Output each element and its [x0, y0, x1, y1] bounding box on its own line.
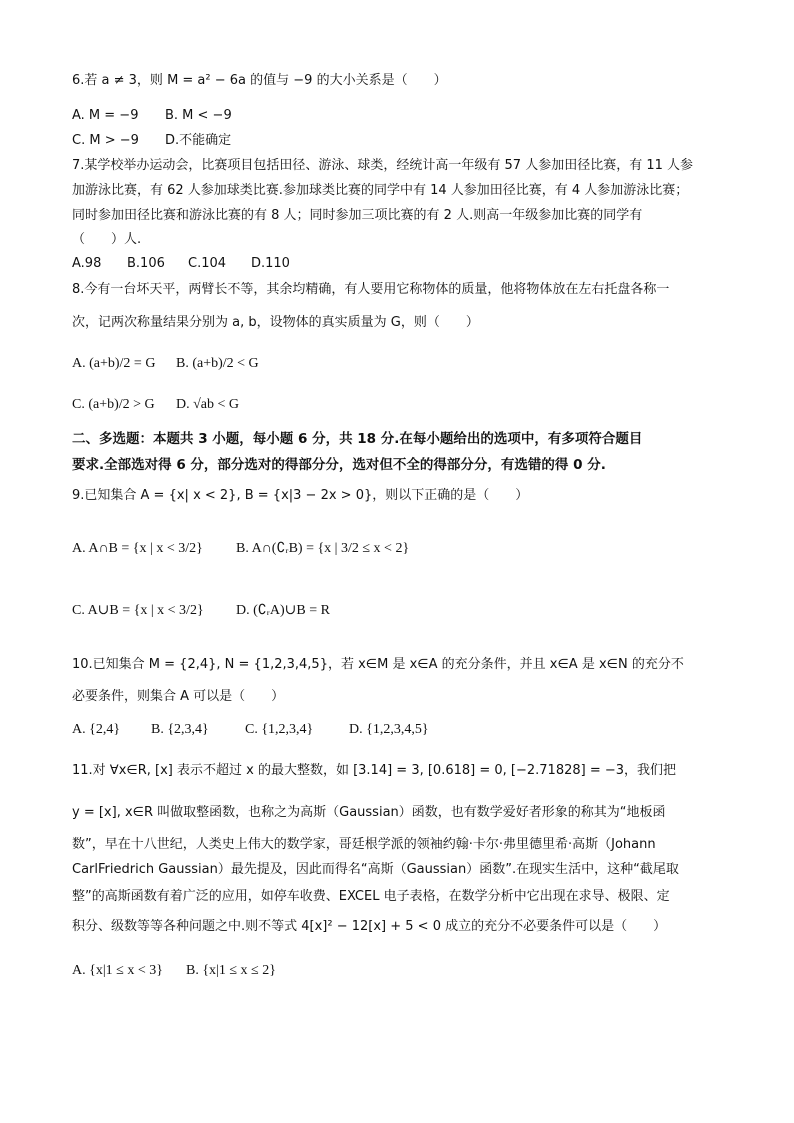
q6-option-d: D.不能确定 [165, 133, 232, 148]
q11-stem-line: CarlFriedrich Gaussian）最先提及，因此而得名“高斯（Gaussian）函数”.在现实生活中，这种“截尾取 [72, 862, 679, 877]
q11-option-a: A. {x|1 ≤ x < 3} [72, 963, 163, 978]
q10-option-a: A. {2,4} [72, 722, 121, 737]
q9-option-c: C. A∪B = {x | x < 3/2} [72, 603, 204, 618]
q7-stem-line: 7.某学校举办运动会，比赛项目包括田径、游泳、球类，经统计高一年级有 57 人参加田径比赛，有 11 人参 [72, 158, 694, 173]
q9-option-a: A. A∩B = {x | x < 3/2} [72, 541, 203, 556]
q11-stem-line: y = [x], x∈R 叫做取整函数，也称之为高斯（Gaussian）函数，也有数学爱好者形象的称其为“地板函 [72, 805, 666, 820]
q7-stem-line: 加游泳比赛，有 62 人参加球类比赛.参加球类比赛的同学中有 14 人参加田径比赛，有 4 人参加游泳比赛； [72, 183, 689, 198]
q8-stem-line: 次，记两次称量结果分别为 a, b，设物体的真实质量为 G，则（ ） [72, 315, 479, 330]
q6-option-c: C. M > −9 [72, 133, 139, 148]
q7-stem-line: （ ）人. [72, 232, 142, 247]
section2-heading-line: 要求.全部选对得 6 分，部分选对的得部分分，选对但不全的得部分分，有选错的得 0 分. [72, 457, 606, 473]
q8-option-a: A. (a+b)/2 = G [72, 356, 156, 371]
q10-option-b: B. {2,3,4} [151, 722, 209, 737]
q9-stem: 9.已知集合 A = {x| x < 2}, B = {x|3 − 2x > 0}，则以下正确的是（ ） [72, 488, 529, 503]
q11-option-b: B. {x|1 ≤ x ≤ 2} [186, 963, 276, 978]
q8-stem-line: 8.今有一台坏天平，两臂长不等，其余均精确，有人要用它称物体的质量，他将物体放在左右托盘各称一 [72, 282, 670, 297]
q11-stem-line: 数”，早在十八世纪，人类史上伟大的数学家，哥廷根学派的领袖约翰·卡尔·弗里德里希·高斯（Johann [72, 837, 656, 852]
q7-option-d: D.110 [251, 256, 290, 271]
q10-stem-line: 必要条件，则集合 A 可以是（ ） [72, 689, 285, 704]
q7-stem-line: 同时参加田径比赛和游泳比赛的有 8 人；同时参加三项比赛的有 2 人.则高一年级参加比赛的同学有 [72, 208, 643, 223]
q7-option-c: C.104 [188, 256, 227, 271]
section2-heading-line: 二、多选题：本题共 3 小题，每小题 6 分，共 18 分.在每小题给出的选项中，有多项符合题目 [72, 431, 643, 447]
q6-option-b: B. M < −9 [165, 108, 232, 123]
q11-stem-line: 11.对 ∀x∈R, [x] 表示不超过 x 的最大整数，如 [3.14] = 3, [0.618] = 0, [−2.71828] = −3，我们把 [72, 763, 677, 778]
q10-option-c: C. {1,2,3,4} [245, 722, 314, 737]
q7-option-a: A.98 [72, 256, 102, 271]
q9-option-d: D. (∁ᵣA)∪B = R [236, 603, 330, 618]
q6-option-a: A. M = −9 [72, 108, 139, 123]
q10-stem-line: 10.已知集合 M = {2,4}, N = {1,2,3,4,5}，若 x∈M 是 x∈A 的充分条件，并且 x∈A 是 x∈N 的充分不 [72, 657, 684, 672]
q9-option-b: B. A∩(∁ᵣB) = {x | 3/2 ≤ x < 2} [236, 541, 410, 556]
q10-option-d: D. {1,2,3,4,5} [349, 722, 429, 737]
q8-option-d: D. √ab < G [176, 397, 240, 412]
q11-stem-line: 积分、级数等等各种问题之中.则不等式 4[x]² − 12[x] + 5 < 0 成立的充分不必要条件可以是（ ） [72, 919, 667, 934]
q6-stem: 6.若 a ≠ 3，则 M = a² − 6a 的值与 −9 的大小关系是（ ） [72, 73, 447, 88]
q8-option-c: C. (a+b)/2 > G [72, 397, 155, 412]
q11-stem-line: 整”的高斯函数有着广泛的应用，如停车收费、EXCEL 电子表格，在数学分析中它出现在求导、极限、定 [72, 889, 670, 904]
q8-option-b: B. (a+b)/2 < G [176, 356, 259, 371]
q7-option-b: B.106 [127, 256, 165, 271]
